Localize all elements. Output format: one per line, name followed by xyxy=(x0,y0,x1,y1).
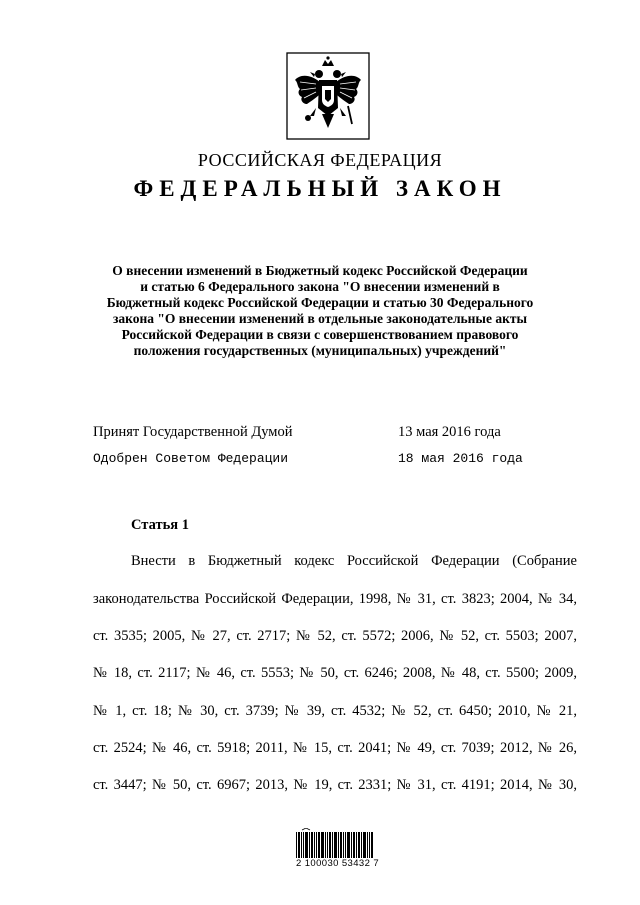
document-type-heading: ФЕДЕРАЛЬНЫЙ ЗАКОН xyxy=(133,176,507,201)
article-heading: Статья 1 xyxy=(131,517,189,533)
law-title xyxy=(80,263,560,359)
adopted-by-duma-label: Принят Государственной Думой xyxy=(93,424,293,440)
law-title-line: и статью 6 Федерального закона "О внесении изменений в xyxy=(140,279,500,294)
article-text-line: ст. 2524; № 46, ст. 5918; 2011, № 15, ст. 2041; № 49, ст. 7039; 2012, № 26, xyxy=(93,740,577,756)
approved-by-council-label: Одобрен Советом Федерации xyxy=(93,451,289,466)
adopted-date: 13 мая 2016 года xyxy=(398,424,501,440)
article-text-line: ст. 3535; 2005, № 27, ст. 2717; № 52, ст. 5572; 2006, № 52, ст. 5503; 2007, xyxy=(93,628,577,644)
barcode-number: 2 100030 53432 7 xyxy=(296,858,380,869)
law-title-line: Бюджетный кодекс Российской Федерации и статью 30 Федерального xyxy=(106,295,534,310)
article-text-line: ст. 3447; № 50, ст. 6967; 2013, № 19, ст. 2331; № 31, ст. 4191; 2014, № 30, xyxy=(93,777,577,793)
coat-of-arms-emblem xyxy=(286,52,370,140)
article-text-line: законодательства Российской Федерации, 1998, № 31, ст. 3823; 2004, № 34, xyxy=(93,591,577,607)
country-name: РОССИЙСКАЯ ФЕДЕРАЦИЯ xyxy=(197,150,443,170)
article-text-line: № 18, ст. 2117; № 46, ст. 5553; № 50, ст. 6246; 2008, № 48, ст. 5500; 2009, xyxy=(93,665,577,681)
approved-date: 18 мая 2016 года xyxy=(398,451,523,466)
article-text-line: Внести в Бюджетный кодекс Российской Федерации (Собрание xyxy=(131,553,577,569)
law-title-line: О внесении изменений в Бюджетный кодекс Российской Федерации xyxy=(112,263,528,278)
law-title-line: закона "О внесении изменений в отдельные законодательные акты xyxy=(112,311,528,326)
barcode-image xyxy=(296,828,374,858)
law-title-line: Российской Федерации в связи с совершенствованием правового xyxy=(121,327,519,342)
law-title-line: положения государственных (муниципальных) учреждений" xyxy=(133,343,507,358)
article-text-line: № 1, ст. 18; № 30, ст. 3739; № 39, ст. 4532; № 52, ст. 6450; 2010, № 21, xyxy=(93,703,577,719)
